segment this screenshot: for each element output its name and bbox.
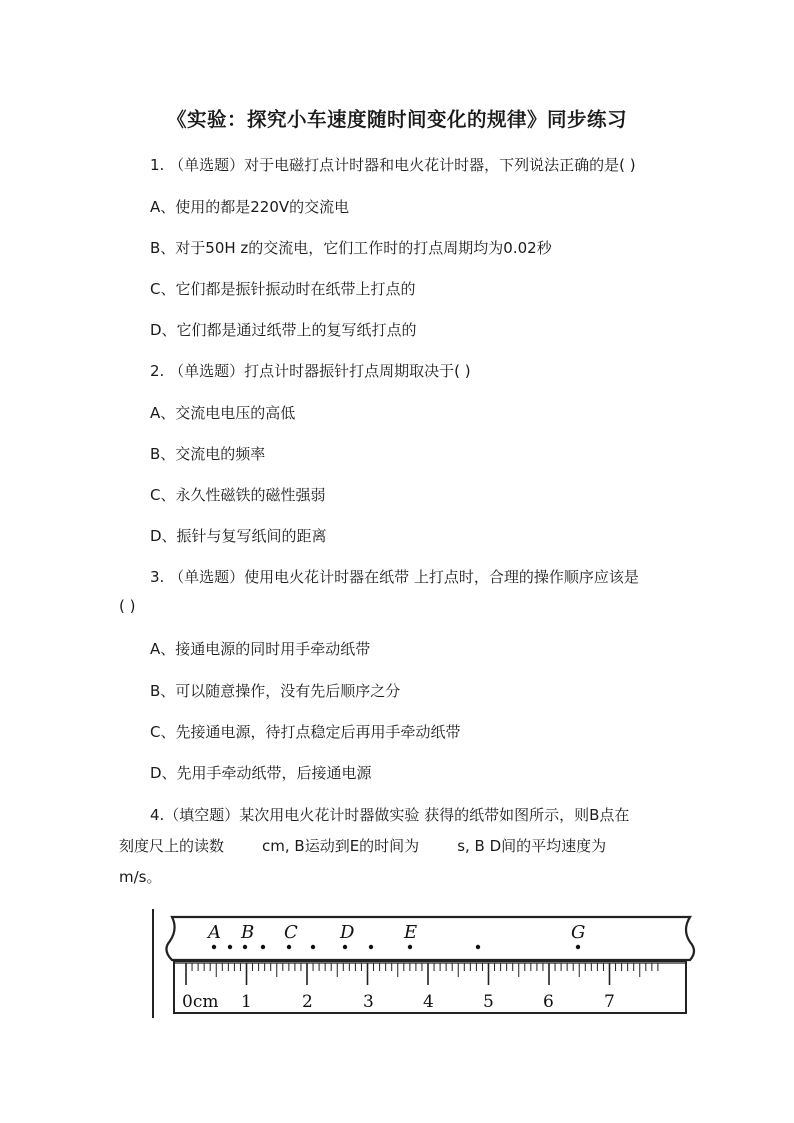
question-3-stem-line2: ( ) (119, 597, 136, 615)
question-2-option-c: C、永久性磁铁的磁性强弱 (150, 486, 326, 504)
scale-number-4: 4 (423, 992, 434, 1012)
label-point-b: B (241, 922, 255, 943)
question-4-line3: m/s。 (119, 868, 162, 886)
tape-dot-d (343, 945, 347, 949)
scale-unit-label: 0cm (182, 992, 219, 1012)
question-3-option-b: B、可以随意操作，没有先后顺序之分 (150, 682, 401, 700)
question-1-option-c: C、它们都是振针振动时在纸带上打点的 (150, 280, 416, 298)
question-3-stem-line1: 3. （单选题）使用电火花计时器在纸带 上打点时，合理的操作顺序应该是 (150, 568, 639, 586)
scale-number-1: 1 (241, 992, 252, 1012)
question-3-option-c: C、先接通电源，待打点稳定后再用手牵动纸带 (150, 723, 461, 741)
tape-dot-e (408, 945, 412, 949)
tape-dot-4 (369, 945, 373, 949)
label-point-d: D (340, 922, 355, 943)
question-2-option-b: B、交流电的频率 (150, 445, 266, 463)
question-4-text-b: cm, B运动到E的时间为 (262, 837, 420, 855)
question-2-option-a: A、交流电电压的高低 (150, 404, 296, 422)
scale-number-2: 2 (302, 992, 313, 1012)
question-4-line2 (119, 835, 606, 856)
tape-dot-5 (476, 945, 480, 949)
label-point-c: C (284, 922, 298, 943)
scale-number-5: 5 (483, 992, 494, 1012)
tape-ruler-svg (150, 905, 710, 1020)
label-point-a: A (208, 922, 221, 943)
tape-dot-1 (228, 945, 232, 949)
question-1-option-b: B、对于50H z的交流电，它们工作时的打点周期均为0.02秒 (150, 239, 552, 257)
question-4-line1: 4.（填空题）某次用电火花计时器做实验 获得的纸带如图所示，则B点在 (150, 806, 630, 824)
page-title: 《实验：探究小车速度随时间变化的规律》同步练习 (166, 108, 627, 131)
scale-number-6: 6 (543, 992, 554, 1012)
question-1-option-a: A、使用的都是220V的交流电 (150, 198, 350, 216)
scale-number-3: 3 (363, 992, 374, 1012)
question-2-stem: 2. （单选题）打点计时器振针打点周期取决于( ) (150, 362, 471, 380)
question-3-option-a: A、接通电源的同时用手牵动纸带 (150, 640, 371, 658)
question-1-option-d: D、它们都是通过纸带上的复写纸打点的 (150, 321, 417, 339)
question-3-option-d: D、先用手牵动纸带，后接通电源 (150, 764, 372, 782)
tape-ruler-figure (150, 905, 710, 1020)
question-4-text-c: s, B D间的平均速度为 (457, 837, 607, 855)
label-point-e: E (404, 922, 418, 943)
question-1-stem: 1. （单选题）对于电磁打点计时器和电火花计时器，下列说法正确的是( ) (150, 156, 636, 174)
tape-dot-g (576, 945, 580, 949)
scale-number-7: 7 (604, 992, 615, 1012)
tape-dot-3 (311, 945, 315, 949)
tape-dot-c (287, 945, 291, 949)
question-2-option-d: D、振针与复写纸间的距离 (150, 527, 327, 545)
label-point-g: G (571, 922, 586, 943)
tape-dot-2 (261, 945, 265, 949)
tape-dot-b (243, 945, 247, 949)
tape-dot-a (212, 945, 216, 949)
question-4-text-a: 刻度尺上的读数 (119, 837, 225, 855)
